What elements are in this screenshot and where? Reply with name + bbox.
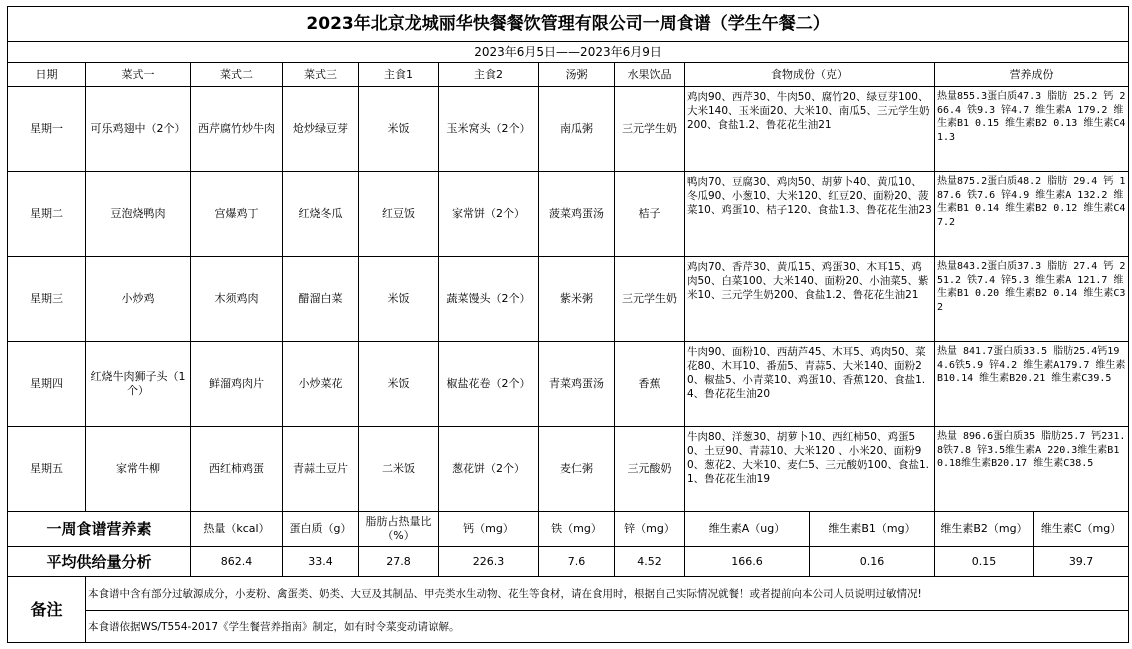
nutrient-value: 166.6 (685, 547, 810, 577)
header-cell: 菜式三 (283, 63, 359, 87)
notes-label: 备注 (8, 577, 86, 643)
nutrition-cell: 热量855.3蛋白质47.3 脂肪 25.2 钙 266.4 铁9.3 锌4.7 维生素A 179.2 维生素B1 0.15 维生素B2 0.13 维生素C41.3 (935, 87, 1129, 172)
nutrient-name: 蛋白质（g） (283, 512, 359, 547)
weekly-menu-table (7, 6, 1129, 643)
day-row (8, 87, 1129, 172)
nutrition-cell: 热量 841.7蛋白质33.5 脂肪25.4钙194.6铁5.9 锌4.2 维生素A179.7 维生素B10.14 维生素B20.21 维生素C39.5 (935, 342, 1129, 427)
page-title: 2023年北京龙城丽华快餐餐饮管理有限公司一周食谱（学生午餐二） (8, 7, 1129, 42)
fruit-cell: 香蕉 (615, 342, 685, 427)
nutrient-name: 维生素A（ug） (685, 512, 810, 547)
allergen-note: 本食谱中含有部分过敏源成分，小麦粉、禽蛋类、奶类、大豆及其制品、甲壳类水生动物、花生等食材，请在食用时，根据自己实际情况就餐！或者提前向本公司人员说明过敏情况! (86, 577, 1129, 611)
nutrient-value: 33.4 (283, 547, 359, 577)
dish2-cell: 鲜溜鸡肉片 (191, 342, 283, 427)
day-label: 星期二 (8, 172, 86, 257)
nutrient-header-row (8, 512, 1129, 547)
day-row (8, 172, 1129, 257)
ingredients-cell: 鸡肉90、西芹30、牛肉50、腐竹20、绿豆芽100、大米140、玉米面20、大米10、南瓜5、三元学生奶200、食盐1.2、鲁花花生油21 (685, 87, 935, 172)
header-cell: 日期 (8, 63, 86, 87)
staple1-cell: 米饭 (359, 257, 439, 342)
staple2-cell: 葱花饼（2个） (439, 427, 539, 512)
nutrient-value: 226.3 (439, 547, 539, 577)
nutrient-value: 27.8 (359, 547, 439, 577)
dish3-cell: 醋溜白菜 (283, 257, 359, 342)
day-row (8, 427, 1129, 512)
weekly-nutrient-label: 一周食谱营养素 (8, 512, 191, 547)
dish3-cell: 青蒜土豆片 (283, 427, 359, 512)
staple2-cell: 玉米窝头（2个） (439, 87, 539, 172)
dish1-cell: 家常牛柳 (86, 427, 191, 512)
nutrient-value: 39.7 (1034, 547, 1129, 577)
nutrient-value: 862.4 (191, 547, 283, 577)
nutrient-name: 铁（mg） (539, 512, 615, 547)
nutrient-name: 锌（mg） (615, 512, 685, 547)
day-label: 星期三 (8, 257, 86, 342)
dish1-cell: 红烧牛肉狮子头（1个） (86, 342, 191, 427)
day-row (8, 257, 1129, 342)
nutrient-value: 7.6 (539, 547, 615, 577)
nutrient-name: 维生素C（mg） (1034, 512, 1129, 547)
nutrient-value: 0.16 (810, 547, 935, 577)
nutrient-name: 钙（mg） (439, 512, 539, 547)
staple2-cell: 家常饼（2个） (439, 172, 539, 257)
date-range: 2023年6月5日——2023年6月9日 (8, 42, 1129, 63)
header-cell: 主食2 (439, 63, 539, 87)
dish2-cell: 西芹腐竹炒牛肉 (191, 87, 283, 172)
staple1-cell: 米饭 (359, 87, 439, 172)
dish1-cell: 可乐鸡翅中（2个） (86, 87, 191, 172)
day-label: 星期一 (8, 87, 86, 172)
dish2-cell: 西红柿鸡蛋 (191, 427, 283, 512)
header-cell: 菜式二 (191, 63, 283, 87)
ingredients-cell: 牛肉90、面粉10、西葫芦45、木耳5、鸡肉50、菜花80、木耳10、番茄5、青蒜5、大米140、面粉20、椒盐5、小青菜10、鸡蛋10、香蕉120、食盐1.4、鲁花花生油20 (685, 342, 935, 427)
nutrition-cell: 热量843.2蛋白质37.3 脂肪 27.4 钙 251.2 铁7.4 锌5.3 维生素A 121.7 维生素B1 0.20 维生素B2 0.14 维生素C32 (935, 257, 1129, 342)
soup-cell: 青菜鸡蛋汤 (539, 342, 615, 427)
staple1-cell: 二米饭 (359, 427, 439, 512)
nutrition-cell: 热量 896.6蛋白质35 脂肪25.7 钙231.8铁7.8 锌3.5维生素A 220.3维生素B1 0.18维生素B20.17 维生素C38.5 (935, 427, 1129, 512)
nutrient-value: 4.52 (615, 547, 685, 577)
soup-cell: 紫米粥 (539, 257, 615, 342)
header-cell: 菜式一 (86, 63, 191, 87)
dish3-cell: 小炒菜花 (283, 342, 359, 427)
staple1-cell: 米饭 (359, 342, 439, 427)
day-label: 星期五 (8, 427, 86, 512)
header-cell: 食物成份（克） (685, 63, 935, 87)
nutrient-name: 维生素B1（mg） (810, 512, 935, 547)
dish2-cell: 木须鸡肉 (191, 257, 283, 342)
soup-cell: 菠菜鸡蛋汤 (539, 172, 615, 257)
ingredients-cell: 牛肉80、洋葱30、胡萝卜10、西红柿50、鸡蛋50、土豆90、青蒜10、大米120 、小米20、面粉90、葱花2、大米10、麦仁5、三元酸奶100、食盐1.1、鲁花花生油19 (685, 427, 935, 512)
dish2-cell: 宫爆鸡丁 (191, 172, 283, 257)
dish1-cell: 小炒鸡 (86, 257, 191, 342)
standard-note: 本食谱依据WS/T554-2017《学生餐营养指南》制定，如有时令菜变动请谅解。 (86, 611, 1129, 643)
staple1-cell: 红豆饭 (359, 172, 439, 257)
nutrient-value-row (8, 547, 1129, 577)
staple2-cell: 椒盐花卷（2个） (439, 342, 539, 427)
header-cell: 营养成份 (935, 63, 1129, 87)
soup-cell: 麦仁粥 (539, 427, 615, 512)
fruit-cell: 三元学生奶 (615, 87, 685, 172)
fruit-cell: 三元酸奶 (615, 427, 685, 512)
average-supply-label: 平均供给量分析 (8, 547, 191, 577)
ingredients-cell: 鸭肉70、豆腐30、鸡肉50、胡萝卜40、黄瓜10、冬瓜90、小葱10、大米120、红豆20、面粉20、菠菜10、鸡蛋10、桔子120、食盐1.3、鲁花花生油23 (685, 172, 935, 257)
header-cell: 主食1 (359, 63, 439, 87)
nutrient-name: 维生素B2（mg） (935, 512, 1034, 547)
fruit-cell: 桔子 (615, 172, 685, 257)
header-cell: 汤粥 (539, 63, 615, 87)
day-label: 星期四 (8, 342, 86, 427)
dish1-cell: 豆泡烧鸭肉 (86, 172, 191, 257)
notes-row (8, 577, 1129, 611)
header-row (8, 63, 1129, 87)
header-cell: 水果饮品 (615, 63, 685, 87)
day-row (8, 342, 1129, 427)
soup-cell: 南瓜粥 (539, 87, 615, 172)
nutrient-name: 热量（kcal） (191, 512, 283, 547)
staple2-cell: 蔬菜馒头（2个） (439, 257, 539, 342)
fruit-cell: 三元学生奶 (615, 257, 685, 342)
ingredients-cell: 鸡肉70、香芹30、黄瓜15、鸡蛋30、木耳15、鸡肉50、白菜100、大米140、面粉20、小油菜5、紫米10、三元学生奶200、食盐1.2、鲁花花生油21 (685, 257, 935, 342)
nutrient-value: 0.15 (935, 547, 1034, 577)
nutrition-cell: 热量875.2蛋白质48.2 脂肪 29.4 钙 187.6 铁7.6 锌4.9 维生素A 132.2 维生素B1 0.14 维生素B2 0.12 维生素C47.2 (935, 172, 1129, 257)
nutrient-name: 脂肪占热量比（%） (359, 512, 439, 547)
notes-row (8, 611, 1129, 643)
dish3-cell: 红烧冬瓜 (283, 172, 359, 257)
dish3-cell: 炝炒绿豆芽 (283, 87, 359, 172)
